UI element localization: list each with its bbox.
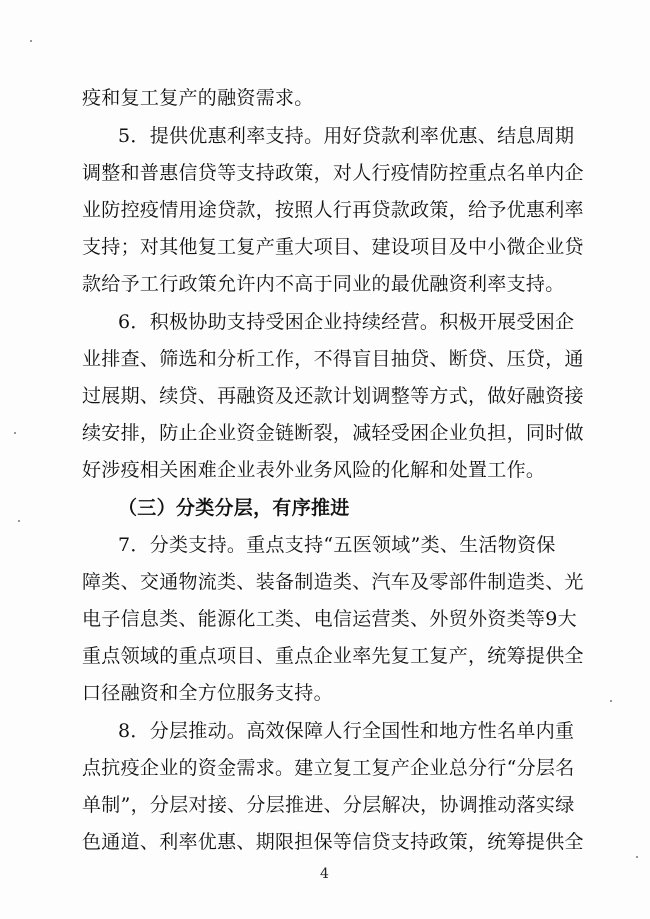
text-line: 疫和复工复产的融资需求。 xyxy=(82,87,314,109)
scan-speck xyxy=(18,520,20,522)
text-line: 电子信息类、能源化工类、电信运营类、外贸外资类等9大 xyxy=(82,608,577,630)
text-line: 点抗疫企业的资金需求。建立复工复产企业总分行“分层名 xyxy=(82,757,575,779)
section-heading: （三）分类分层，有序推进 xyxy=(118,497,350,519)
text-line: 单制”，分层对接、分层推进、分层解决，协调推动落实绿 xyxy=(82,794,575,816)
page-number: 4 xyxy=(320,866,329,882)
text-line: 障类、交通物流类、装备制造类、汽车及零部件制造类、光 xyxy=(82,571,584,593)
paragraph-7-heading-line: 7．分类支持。重点支持“五医领域”类、生活物资保 xyxy=(118,534,556,556)
text-line: 支持；对其他复工复产重大项目、建设项目及中小微企业贷 xyxy=(82,236,584,258)
text-line: 业防控疫情用途贷款，按照人行再贷款政策，给予优惠利率 xyxy=(82,199,584,221)
scan-speck xyxy=(636,856,638,858)
text-line: 调整和普惠信贷等支持政策，对人行疫情防控重点名单内企 xyxy=(82,162,584,184)
paragraph-6-heading-line: 6．积极协助支持受困企业持续经营。积极开展受困企 xyxy=(118,311,575,333)
text-line: 业排查、筛选和分析工作，不得盲目抽贷、断贷、压贷，通 xyxy=(82,348,584,370)
paragraph-8-heading-line: 8．分层推动。高效保障人行全国性和地方性名单内重 xyxy=(118,720,575,742)
text-line: 色通道、利率优惠、期限担保等信贷支持政策，统筹提供全 xyxy=(82,831,584,853)
text-line: 款给予工行政策允许内不高于同业的最优融资利率支持。 xyxy=(82,273,565,295)
text-line: 过展期、续贷、再融资及还款计划调整等方式，做好融资接 xyxy=(82,385,584,407)
scan-speck xyxy=(30,40,32,42)
text-line: 续安排，防止企业资金链断裂，减轻受困企业负担，同时做 xyxy=(82,422,584,444)
text-line: 重点领域的重点项目、重点企业率先复工复产，统筹提供全 xyxy=(82,645,584,667)
scan-speck xyxy=(14,432,16,434)
scan-speck xyxy=(610,700,612,702)
text-line: 好涉疫相关困难企业表外业务风险的化解和处置工作。 xyxy=(82,459,546,481)
paragraph-5-heading-line: 5．提供优惠利率支持。用好贷款利率优惠、结息周期 xyxy=(118,125,575,147)
text-line: 口径融资和全方位服务支持。 xyxy=(82,682,333,704)
